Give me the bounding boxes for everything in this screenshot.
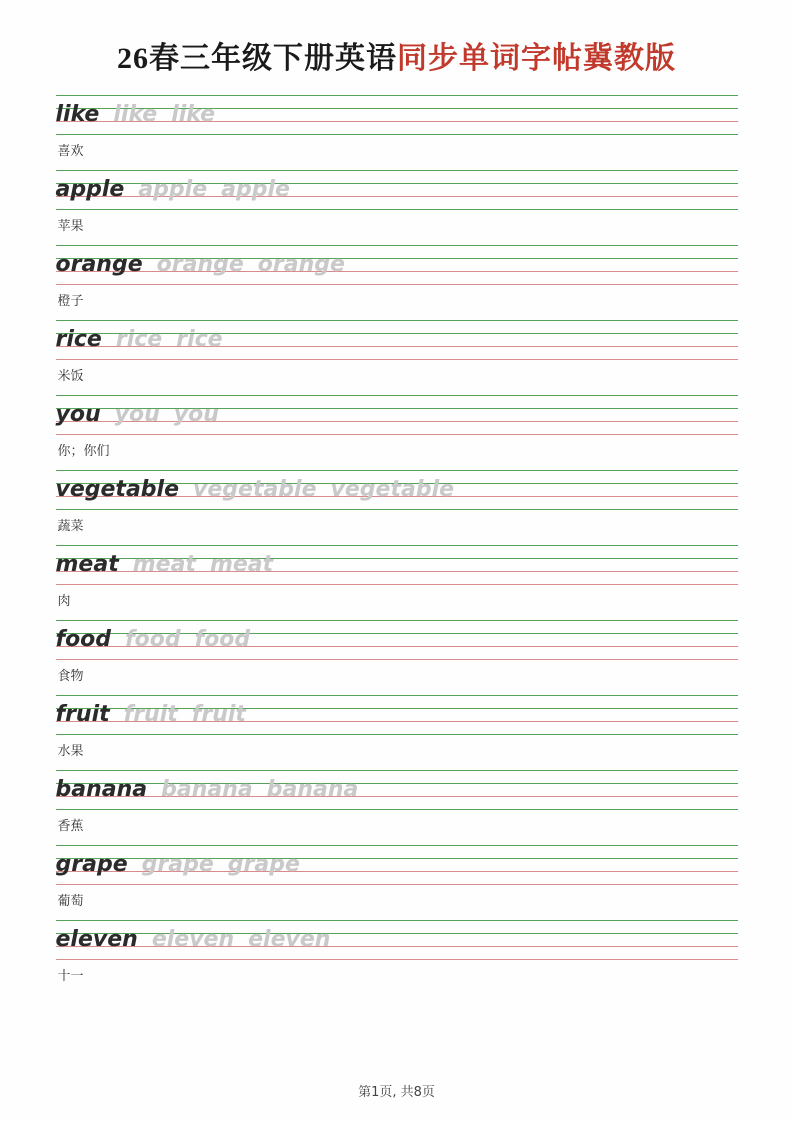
word-text: orange [55, 252, 143, 277]
word-text: grape [55, 852, 128, 877]
staff-line-upper-middle [56, 933, 738, 934]
staff-line-bottom [56, 959, 738, 960]
word-text: like [55, 102, 100, 127]
staff-line-top [56, 395, 738, 396]
word-trace-1: banana [161, 777, 253, 802]
word-entry [56, 95, 738, 170]
word-entry [56, 770, 738, 845]
staff-line-lower-middle [56, 946, 738, 947]
word-entry [56, 245, 738, 320]
word-meaning: 水果 [57, 744, 84, 759]
word-text: you [55, 402, 101, 427]
staff-line-upper-middle [56, 108, 738, 109]
handwriting-staff [56, 245, 738, 285]
word-meaning: 米饭 [57, 369, 84, 384]
word-meaning: 苹果 [57, 219, 84, 234]
word-text: eleven [55, 927, 138, 952]
word-trace-2: grape [227, 852, 300, 877]
staff-line-lower-middle [56, 346, 738, 347]
staff-line-lower-middle [56, 271, 738, 272]
handwriting-staff [56, 395, 738, 435]
staff-line-top [56, 845, 738, 846]
word-row [56, 245, 345, 285]
page-title [0, 0, 793, 77]
word-text: fruit [55, 702, 110, 727]
staff-line-bottom [56, 809, 738, 810]
word-trace-1: meat [132, 552, 196, 577]
word-entry [56, 545, 738, 620]
staff-line-top [56, 545, 738, 546]
word-entry [56, 395, 738, 470]
staff-line-top [56, 95, 738, 96]
word-text: banana [55, 777, 148, 802]
staff-line-bottom [56, 359, 738, 360]
handwriting-staff [56, 320, 738, 360]
word-trace-1: orange [156, 252, 244, 277]
handwriting-staff [56, 545, 738, 585]
word-row [56, 95, 216, 135]
staff-line-upper-middle [56, 708, 738, 709]
staff-line-upper-middle [56, 258, 738, 259]
word-trace-2: meat [209, 552, 274, 577]
word-row [56, 545, 274, 585]
staff-line-lower-middle [56, 796, 738, 797]
word-row [56, 620, 251, 660]
staff-line-bottom [56, 209, 738, 210]
word-trace-1: vegetable [193, 477, 317, 502]
word-trace-1: eleven [151, 927, 235, 952]
word-trace-1: rice [115, 327, 163, 352]
staff-line-lower-middle [56, 121, 738, 122]
practice-sheet [56, 95, 738, 995]
word-trace-1: apple [138, 177, 208, 202]
word-entry [56, 695, 738, 770]
staff-line-top [56, 695, 738, 696]
word-meaning: 肉 [57, 594, 71, 609]
word-entry [56, 470, 738, 545]
word-trace-2: orange [257, 252, 345, 277]
word-trace-2: rice [176, 327, 223, 352]
staff-line-upper-middle [56, 633, 738, 634]
word-meaning: 香蕉 [57, 819, 84, 834]
staff-line-top [56, 770, 738, 771]
word-trace-1: like [113, 102, 158, 127]
staff-line-lower-middle [56, 421, 738, 422]
word-trace-2: food [194, 627, 251, 652]
staff-line-top [56, 920, 738, 921]
word-trace-2: banana [266, 777, 359, 802]
staff-line-bottom [56, 884, 738, 885]
word-trace-2: apple [221, 177, 290, 202]
word-row [56, 320, 223, 360]
staff-line-lower-middle [56, 721, 738, 722]
word-row [56, 920, 331, 960]
word-row [56, 695, 246, 735]
handwriting-staff [56, 770, 738, 810]
word-text: food [55, 627, 112, 652]
staff-line-upper-middle [56, 483, 738, 484]
handwriting-staff [56, 170, 738, 210]
word-entry [56, 845, 738, 920]
staff-line-bottom [56, 284, 738, 285]
staff-line-lower-middle [56, 646, 738, 647]
staff-line-upper-middle [56, 183, 738, 184]
word-entry [56, 920, 738, 995]
staff-line-top [56, 170, 738, 171]
word-row [56, 470, 455, 510]
word-text: rice [55, 327, 102, 352]
handwriting-staff [56, 470, 738, 510]
word-meaning: 你；你们 [57, 444, 110, 459]
staff-line-bottom [56, 134, 738, 135]
staff-line-upper-middle [56, 408, 738, 409]
staff-line-lower-middle [56, 496, 738, 497]
page-footer: 第1页, 共8页 [358, 1085, 435, 1100]
staff-line-bottom [56, 584, 738, 585]
word-row [56, 770, 359, 810]
word-trace-1: grape [141, 852, 214, 877]
staff-line-top [56, 620, 738, 621]
page-title-secondary: 同步单词字帖冀教版 [397, 42, 676, 75]
word-row [56, 845, 300, 885]
page-title-primary: 26春三年级下册英语 [117, 42, 397, 75]
handwriting-staff [56, 95, 738, 135]
word-meaning: 喜欢 [57, 144, 84, 159]
staff-line-upper-middle [56, 858, 738, 859]
staff-line-bottom [56, 734, 738, 735]
word-meaning: 葡萄 [57, 894, 84, 909]
handwriting-staff [56, 620, 738, 660]
staff-line-top [56, 320, 738, 321]
word-entry [56, 320, 738, 395]
staff-line-top [56, 245, 738, 246]
word-row [56, 170, 290, 210]
word-meaning: 橙子 [57, 294, 84, 309]
word-trace-2: vegetable [330, 477, 455, 502]
word-text: apple [55, 177, 125, 202]
word-trace-2: you [173, 402, 219, 427]
handwriting-staff [56, 695, 738, 735]
staff-line-bottom [56, 509, 738, 510]
word-trace-1: fruit [123, 702, 178, 727]
word-entry [56, 170, 738, 245]
word-text: vegetable [55, 477, 180, 502]
word-entry [56, 620, 738, 695]
staff-line-upper-middle [56, 783, 738, 784]
staff-line-upper-middle [56, 333, 738, 334]
word-row [56, 395, 219, 435]
handwriting-staff [56, 920, 738, 960]
word-trace-2: fruit [191, 702, 246, 727]
staff-line-lower-middle [56, 871, 738, 872]
staff-line-bottom [56, 434, 738, 435]
staff-line-upper-middle [56, 558, 738, 559]
word-meaning: 十一 [57, 969, 84, 984]
word-meaning: 食物 [57, 669, 84, 684]
staff-line-bottom [56, 659, 738, 660]
handwriting-staff [56, 845, 738, 885]
word-trace-1: food [125, 627, 181, 652]
staff-line-lower-middle [56, 196, 738, 197]
word-trace-2: eleven [248, 927, 331, 952]
staff-line-top [56, 470, 738, 471]
word-trace-1: you [114, 402, 160, 427]
staff-line-lower-middle [56, 571, 738, 572]
word-trace-2: like [171, 102, 216, 127]
word-text: meat [55, 552, 119, 577]
word-meaning: 蔬菜 [57, 519, 84, 534]
